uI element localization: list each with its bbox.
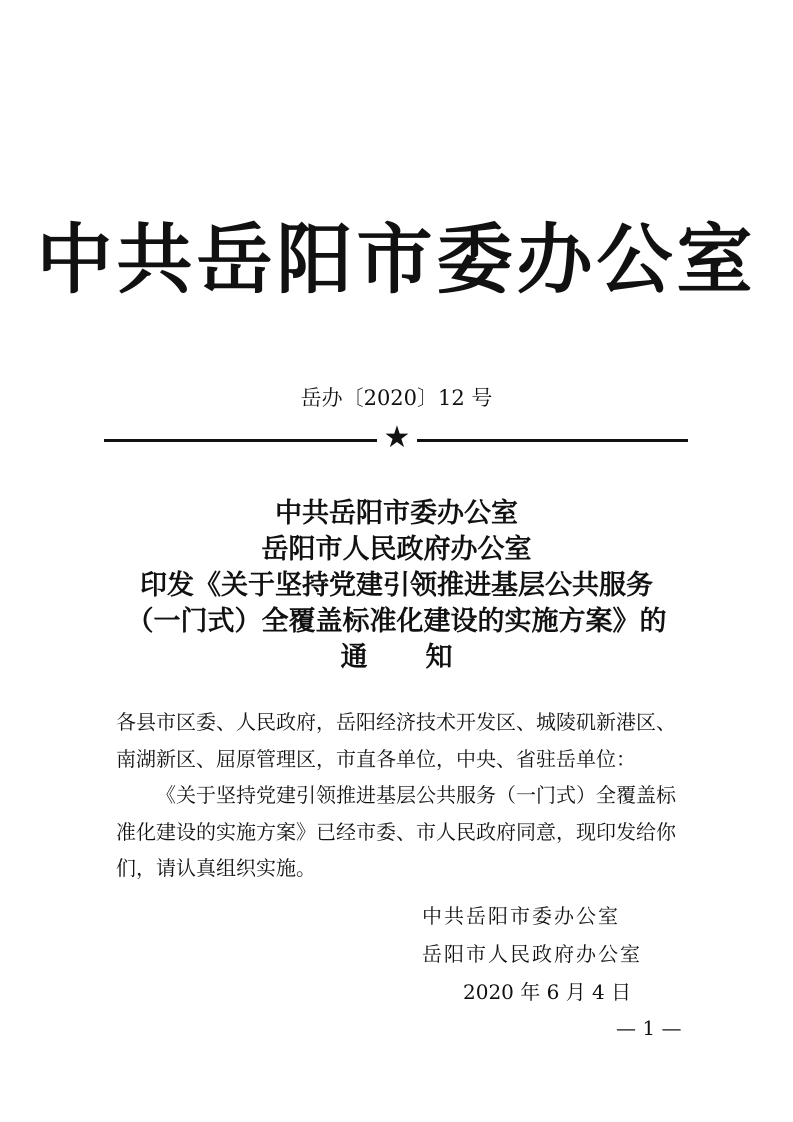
notice-title-line-2: 岳阳市人民政府办公室: [261, 534, 532, 565]
red-rule-left: [104, 439, 377, 442]
signature-org-1: 中共岳阳市委办公室: [422, 904, 620, 928]
main-paragraph: 《关于坚持党建引领推进基层公共服务（一门式）全覆盖标准化建设的实施方案》已经市委、市人民政府同意，现印发给你们，请认真组织实施。: [116, 783, 676, 880]
notice-title-line-4: （一门式）全覆盖标准化建设的实施方案》的: [126, 606, 667, 637]
notice-body: [116, 704, 676, 887]
notice-title-line-3: 印发《关于坚持党建引领推进基层公共服务: [140, 570, 653, 601]
notice-title-line-5: 通知: [340, 642, 511, 673]
signature-org-2: 岳阳市人民政府办公室: [422, 942, 642, 966]
page-number: — 1 —: [616, 1016, 682, 1040]
document-number: 岳办〔2020〕12 号: [300, 386, 493, 410]
issuing-authority-title: 中共岳阳市委办公室: [36, 215, 757, 304]
signature-date: 2020 年 6 月 4 日: [463, 980, 632, 1004]
notice-title: [0, 496, 793, 676]
red-rule-right: [417, 439, 688, 442]
star-icon: ★: [383, 420, 411, 455]
recipients-paragraph: 各县市区委、人民政府，岳阳经济技术开发区、城陵矶新港区、南湖新区、屈原管理区，市直各单位，中央、省驻岳单位：: [116, 710, 676, 771]
notice-title-line-1: 中共岳阳市委办公室: [275, 498, 518, 529]
